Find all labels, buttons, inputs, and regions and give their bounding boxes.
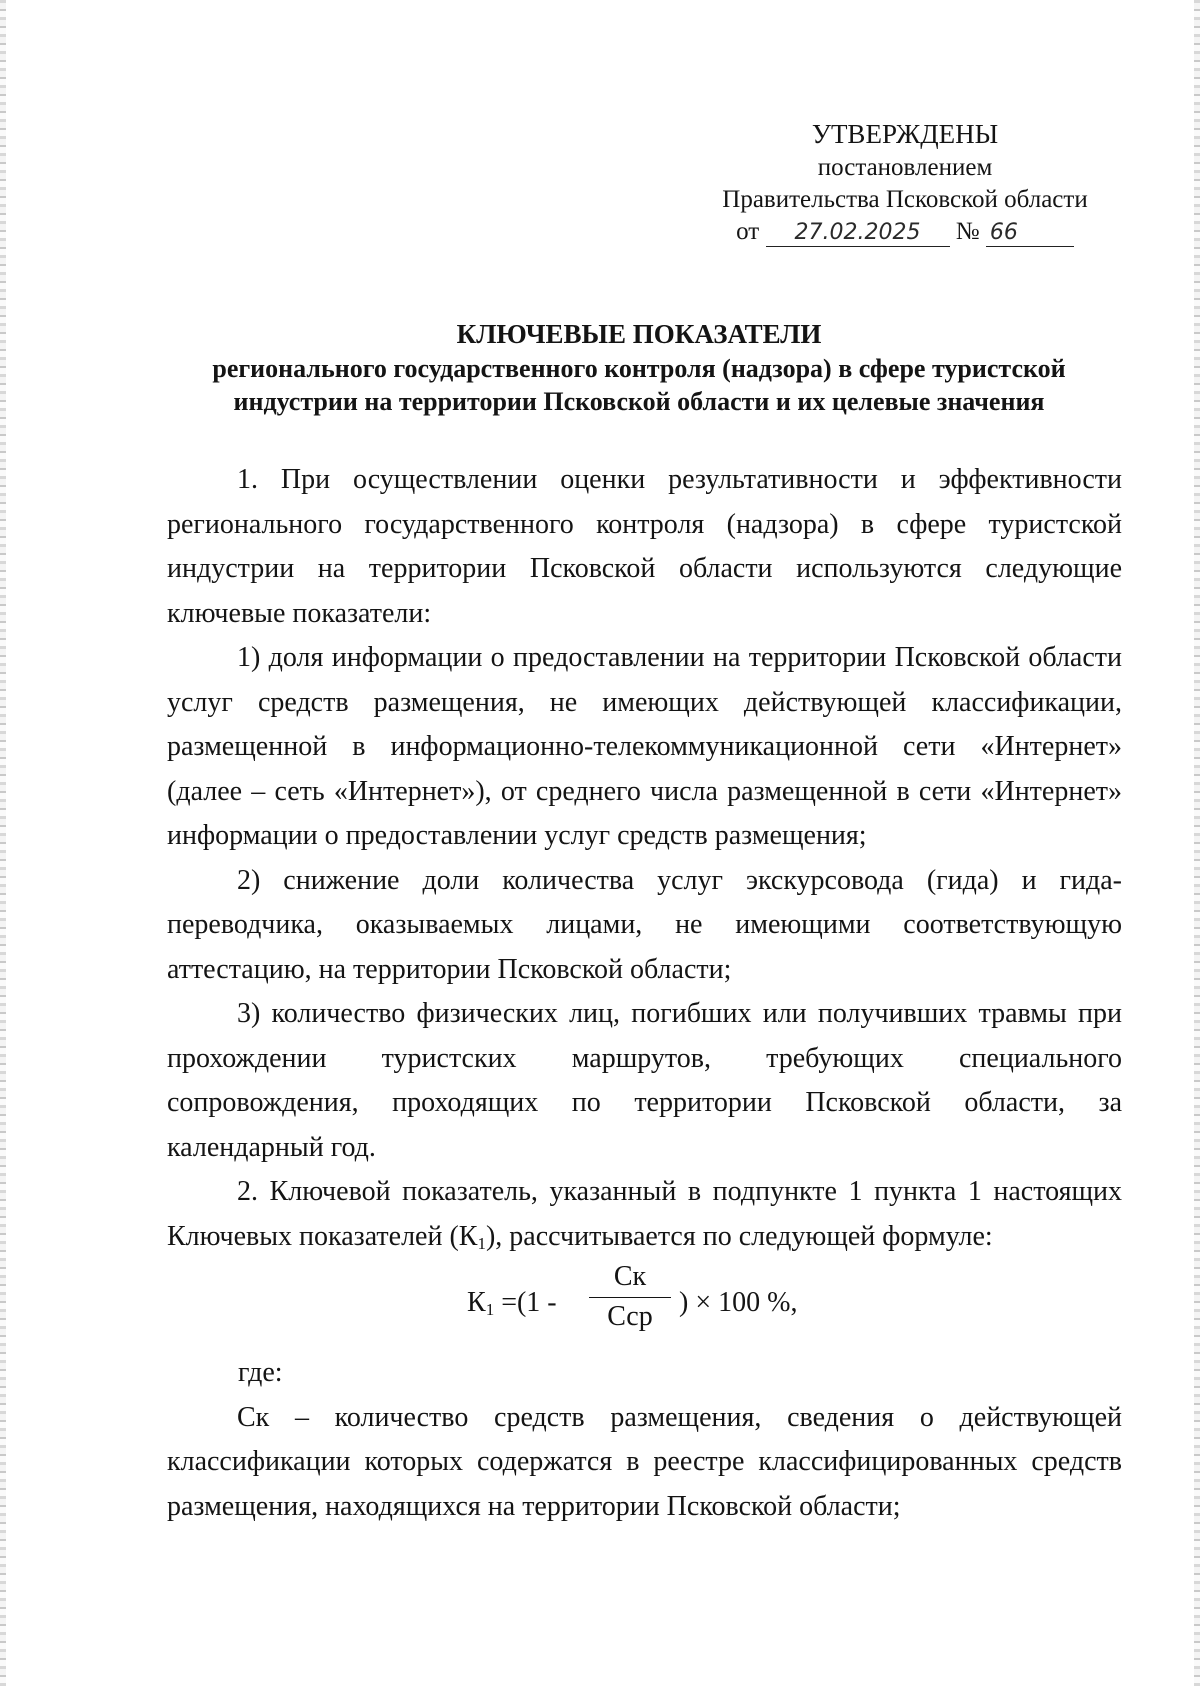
formula-lhs-subscript: 1 xyxy=(485,1300,495,1319)
title-line-2: индустрии на территории Псковской области и их целевые значения xyxy=(233,387,1045,416)
approval-heading: УТВЕРЖДЕНЫ xyxy=(811,119,999,149)
formula-fraction xyxy=(589,1259,671,1336)
formula-lhs-letter: К xyxy=(467,1287,486,1318)
number-sign: № xyxy=(955,218,980,245)
handwritten-number: 66 xyxy=(986,220,1074,247)
scan-edge-left xyxy=(0,0,6,1686)
formula-denominator: Сср xyxy=(607,1301,653,1332)
list-item-1: 1) доля информации о предоставлении на территории Псковской области услуг средств размещения, не имеющих действующей классификации, размещенной в информационно-телекоммуникационной сети «Интернет» (далее – сеть «Интернет»), от среднего числа размещенной в сети «Интернет» информации о предоставлении услуг средств размещения; xyxy=(167,642,1122,851)
formula-numerator: Ск xyxy=(589,1259,671,1298)
paragraph-2-start: 2. Ключевой показатель, указанный в подпункте 1 пункта 1 настоящих Ключевых показателей (К xyxy=(167,1176,1122,1252)
paragraph-2-subscript: 1 xyxy=(477,1233,486,1253)
paragraph-2 xyxy=(167,1170,1122,1259)
date-prefix: от xyxy=(736,218,760,245)
approval-date-row xyxy=(690,216,1120,248)
scan-edge-right xyxy=(1194,0,1200,1686)
handwritten-date: 27.02.2025 xyxy=(766,220,950,247)
approval-line-government: Правительства Псковской области xyxy=(722,186,1088,213)
formula-k1 xyxy=(167,1259,1122,1351)
title-line-1: регионального государственного контроля (надзора) в сфере туристской xyxy=(212,354,1066,383)
formula-lhs xyxy=(467,1281,557,1326)
formula-lhs-rest: =(1 - xyxy=(494,1287,557,1318)
list-item-3: 3) количество физических лиц, погибших или получивших травмы при прохождении туристских маршрутов, требующих специального сопровождения, проходящих по территории Псковской области, за календарный год. xyxy=(167,998,1122,1163)
paragraph-1: 1. При осуществлении оценки результативности и эффективности регионального государственного контроля (надзора) в сфере туристской индустрии на территории Псковской области используются следующие ключевые показатели: xyxy=(167,464,1122,629)
definition-ck: Ск – количество средств размещения, сведения о действующей классификации которых содержатся в реестре классифицированных средств размещения, находящихся на территории Псковской области; xyxy=(167,1401,1122,1522)
approval-stamp-block xyxy=(690,116,1120,248)
document-body xyxy=(167,458,1122,1529)
formula-rhs: ) × 100 %, xyxy=(679,1287,798,1318)
document-title xyxy=(150,318,1128,418)
approval-line-resolution: постановлением xyxy=(817,154,993,181)
where-label: где: xyxy=(238,1357,283,1388)
list-item-2: 2) снижение доли количества услуг экскурсовода (гида) и гида-переводчика, оказываемых лицами, не имеющими соответствующую аттестацию, на территории Псковской области; xyxy=(167,864,1122,985)
title-main: КЛЮЧЕВЫЕ ПОКАЗАТЕЛИ xyxy=(456,319,822,349)
paragraph-2-end: ), рассчитывается по следующей формуле: xyxy=(485,1220,993,1252)
